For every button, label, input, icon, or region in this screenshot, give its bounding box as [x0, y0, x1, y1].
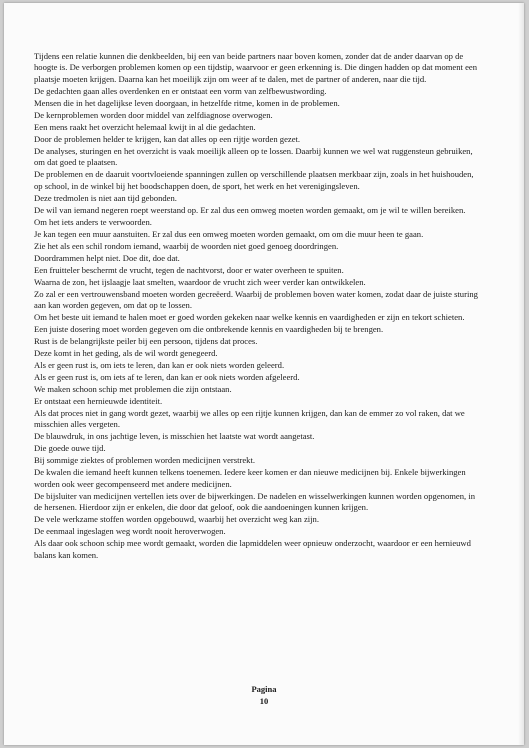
- paragraph: Deze tredmolen is niet aan tijd gebonden.: [34, 192, 177, 203]
- paragraph: Bij sommige ziektes of problemen worden medicijnen verstrekt.: [34, 455, 255, 466]
- paragraph: Er ontstaat een hernieuwde identiteit.: [34, 396, 163, 407]
- paragraph: De eenmaal ingeslagen weg wordt nooit heroverwogen.: [34, 526, 226, 537]
- paragraph: Je kan tegen een muur aanstuiten. Er zal dus een omweg moeten worden gemaakt, om om die muur heen te gaan.: [34, 228, 424, 239]
- paragraph: De kernproblemen worden door middel van zelfdiagnose overwogen.: [34, 109, 273, 120]
- paragraph: De bijsluiter van medicijnen vertellen iets over de bijwerkingen. De nadelen en wisselwerkingen kunnen worden opgenomen, in de hersenen. Hierdoor zijn er enkelen, die door dat geloof, ook die aandoeningen kunnen krijgen.: [34, 490, 476, 513]
- paragraph: De vele werkzame stoffen worden opgebouwd, waarbij het overzicht weg kan zijn.: [34, 514, 319, 525]
- paragraph: De gedachten gaan alles overdenken en er ontstaat een vorm van zelfbewustwording.: [34, 85, 327, 96]
- paragraph: Doordrammen helpt niet. Doe dit, doe dat.: [34, 252, 180, 263]
- paragraph: Zie het als een schil rondom iemand, waarbij de woorden niet goed genoeg doordringen.: [34, 240, 339, 251]
- paragraph: Een fruitteler beschermt de vrucht, tegen de nachtvorst, door er water overheen te spuiten.: [34, 264, 344, 275]
- paragraph: Als daar ook schoon schip mee wordt gemaakt, worden die lapmiddelen weer opnieuw onderzocht, waardoor er een hernieuwd balans kan komen.: [34, 538, 471, 560]
- paragraph: Om het beste uit iemand te halen moet er goed worden gekeken naar welke kennis en vaardigheden er zijn en tekort schieten.: [34, 312, 465, 323]
- paragraph: Om het iets anders te verwoorden.: [34, 216, 152, 227]
- paragraph: Mensen die in het dagelijkse leven doorgaan, in hetzelfde ritme, komen in de problemen.: [34, 97, 340, 108]
- paragraph: De kwalen die iemand heeft kunnen telkens toenemen. Iedere keer komen er dan nieuwe medicijnen bij. Enkele bijwerkingen worden ook weer gecompenseerd met andere medicijnen.: [34, 467, 466, 489]
- paragraph: De problemen en de daaruit voortvloeiende spanningen zullen op verschillende plaatsen merkbaar zijn, zoals in het huishouden, op school, in de winkel bij het boodschappen doen, de sport, het werk en het verenigingsleven.: [34, 169, 474, 191]
- page-footer: [4, 683, 524, 707]
- paragraph: De wil van iemand negeren roept weerstand op. Er zal dus een omweg moeten worden gemaakt, om je wil te willen bereiken.: [34, 204, 466, 215]
- paragraph: Die goede ouwe tijd.: [34, 443, 106, 454]
- paragraph: Als er geen rust is, om iets te leren, dan kan er ook niets worden geleerd.: [34, 360, 285, 371]
- paragraph: De analyses, sturingen en het overzicht is vaak moeilijk alleen op te lossen. Daarbij kunnen we wel wat ruggensteun gebruiken, om dat goed te plaatsen.: [34, 145, 473, 168]
- paragraph: Zo zal er een vertrouwensband moeten worden gecreëerd. Waarbij de problemen boven water komen, zodat daar de juiste sturing aan kan worden gegeven, om dat op te lossen.: [34, 288, 478, 311]
- page-label: Pagina: [251, 684, 277, 694]
- paragraph: Als dat proces niet in gang wordt gezet, waarbij we alles op een rijtje kunnen krijgen, dan kan de emmer zo vol raken, dat we misschien alles vergeten.: [34, 408, 465, 430]
- page-number: 10: [259, 696, 269, 706]
- paragraph: Een mens raakt het overzicht helemaal kwijt in al die gedachten.: [34, 121, 256, 132]
- paragraph: Tijdens een relatie kunnen die denkbeelden, bij een van beide partners naar boven komen, zonder dat de ander daarvan op de hoogte is. De verborgen problemen komen op een tijdstip, waarvoor er geen erkenning is. Die dingen hadden op dat moment een plaatsje moeten krijgen. Daarna kan het moeilijk zijn om weer af te dalen, met de partner of anderen, naar die tijd.: [34, 51, 478, 84]
- paragraph: De blauwdruk, in ons jachtige leven, is misschien het laatste wat wordt aangetast.: [34, 431, 315, 442]
- paragraph: Door de problemen helder te krijgen, kan dat alles op een rijtje worden gezet.: [34, 133, 301, 144]
- body-text: [34, 51, 482, 562]
- document-page: [4, 3, 524, 745]
- paragraph: Waarna de zon, het ijslaagje laat smelten, waardoor de vrucht zich weer verder kan ontwikkelen.: [34, 276, 366, 287]
- paragraph: Als er geen rust is, om iets af te leren, dan kan er ook niets worden afgeleerd.: [34, 372, 300, 383]
- paragraph: Rust is de belangrijkste peiler bij een persoon, tijdens dat proces.: [34, 336, 258, 347]
- paragraph: Deze komt in het geding, als de wil wordt genegeerd.: [34, 348, 218, 359]
- paragraph: Een juiste dosering moet worden gegeven om die ontbrekende kennis en vaardigheden bij te brengen.: [34, 324, 384, 335]
- paragraph: We maken schoon schip met problemen die zijn ontstaan.: [34, 384, 232, 395]
